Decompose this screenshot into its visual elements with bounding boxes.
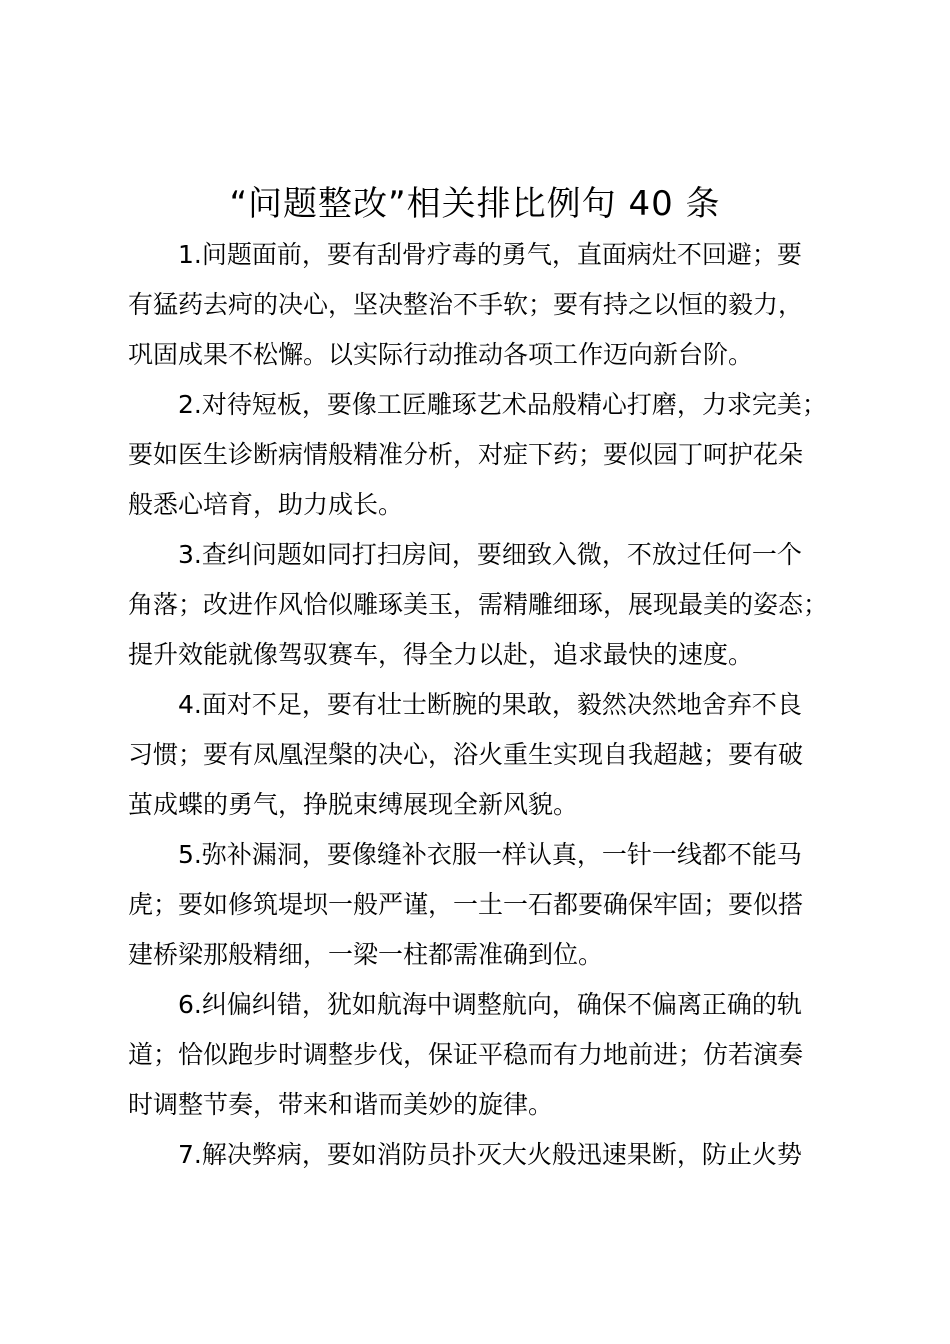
paragraph-5 [128,830,868,980]
paragraph-line: 般悉心培育，助力成长。 [128,490,404,519]
paragraph-line: 茧成蝶的勇气，挣脱束缚展现全新风貌。 [128,790,579,819]
paragraph-line: 时调整节奏，带来和谐而美妙的旋律。 [128,1090,554,1119]
paragraph-line: 1.问题面前，要有刮骨疗毒的勇气，直面病灶不回避；要 [178,240,802,269]
paragraph-line: 要如医生诊断病情般精准分析，对症下药；要似园丁呵护花朵 [128,440,804,469]
paragraph-line: 有猛药去疴的决心，坚决整治不手软；要有持之以恒的毅力， [128,290,804,319]
paragraph-line: 2.对待短板，要像工匠雕琢艺术品般精心打磨，力求完美； [178,390,827,419]
paragraph-line: 角落；改进作风恰似雕琢美玉，需精雕细琢，展现最美的姿态； [128,590,829,619]
paragraph-line: 7.解决弊病，要如消防员扑灭大火般迅速果断，防止火势 [178,1140,802,1169]
paragraph-6 [128,980,868,1130]
paragraph-line: 习惯；要有凤凰涅槃的决心，浴火重生实现自我超越；要有破 [128,740,804,769]
paragraph-1 [128,230,868,380]
paragraph-2 [128,380,868,530]
paragraph-line: 4.面对不足，要有壮士断腕的果敢，毅然决然地舍弃不良 [178,690,802,719]
paragraph-line: 虎；要如修筑堤坝一般严谨，一土一石都要确保牢固；要似搭 [128,890,804,919]
document-title: “问题整改”相关排比例句 40 条 [229,184,721,224]
paragraph-line: 提升效能就像驾驭赛车，得全力以赴，追求最快的速度。 [128,640,754,669]
paragraph-7 [128,1130,868,1180]
paragraph-4 [128,680,868,830]
paragraph-line: 巩固成果不松懈。以实际行动推动各项工作迈向新台阶。 [128,340,754,369]
paragraph-line: 5.弥补漏洞，要像缝补衣服一样认真，一针一线都不能马 [178,840,802,869]
paragraph-line: 3.查纠问题如同打扫房间，要细致入微，不放过任何一个 [178,540,802,569]
paragraph-3 [128,530,868,680]
paragraph-line: 6.纠偏纠错，犹如航海中调整航向，确保不偏离正确的轨 [178,990,802,1019]
paragraph-line: 建桥梁那般精细，一梁一柱都需准确到位。 [128,940,604,969]
paragraph-line: 道；恰似跑步时调整步伐，保证平稳而有力地前进；仿若演奏 [128,1040,804,1069]
document-body [128,230,868,1180]
